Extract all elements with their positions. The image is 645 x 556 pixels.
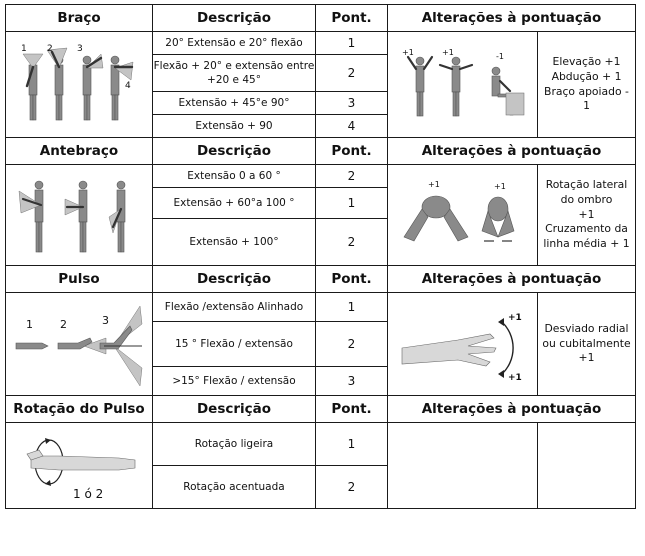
figure-label: +1 xyxy=(401,47,414,57)
arm-adjustments-figure-cell xyxy=(388,32,538,138)
arm-postures-figure xyxy=(19,40,139,130)
wrist-postures-figure-cell xyxy=(6,293,153,396)
figure-label: -1 xyxy=(495,51,504,61)
adjustments-header: Alterações à pontuação xyxy=(388,396,636,423)
head-top-view xyxy=(488,197,508,221)
description-header: Descrição xyxy=(153,266,316,293)
angle-zone xyxy=(114,346,142,386)
figure-label: 2 xyxy=(47,43,53,54)
score-cell: 2 xyxy=(316,55,388,92)
score-header: Pont. xyxy=(316,396,388,423)
body-part-header: Rotação do Pulso xyxy=(6,396,153,423)
rula-upper-limb-table xyxy=(5,4,636,509)
figure-label: 3 xyxy=(77,43,83,54)
description-header: Descrição xyxy=(153,396,316,423)
body-part-header: Antebraço xyxy=(6,138,153,165)
wrist-row-1 xyxy=(6,293,636,322)
arm-line xyxy=(460,65,472,69)
description-cell: Extensão + 90 xyxy=(153,115,316,138)
wrist-adjustments-figure xyxy=(398,304,528,384)
score-cell: 4 xyxy=(316,115,388,138)
score-cell: 2 xyxy=(316,219,388,266)
figure-label: 4 xyxy=(125,80,131,91)
adjustments-header: Alterações à pontuação xyxy=(388,138,636,165)
description-cell: Rotação ligeira xyxy=(153,423,316,466)
forearm-shape xyxy=(31,456,135,470)
forearm-postures-figure-cell xyxy=(6,165,153,266)
arm-shape xyxy=(444,209,468,241)
score-cell: 1 xyxy=(316,188,388,219)
description-cell: Flexão /extensão Alinhado xyxy=(153,293,316,322)
arm-adjustments-figure xyxy=(398,45,528,125)
description-cell: 15 ° Flexão / extensão xyxy=(153,322,316,367)
wrist-rotation-figure xyxy=(19,426,139,506)
description-cell: >15° Flexão / extensão xyxy=(153,367,316,396)
deviation-arc xyxy=(502,322,513,374)
chair xyxy=(506,93,524,115)
arrow-head xyxy=(498,318,504,326)
description-cell: 20° Extensão e 20° flexão xyxy=(153,32,316,55)
score-cell: 1 xyxy=(316,423,388,466)
description-cell: Extensão + 100° xyxy=(153,219,316,266)
figure-person xyxy=(111,56,119,120)
arm-row-1 xyxy=(6,32,636,55)
forearm-adjustments-figure-cell xyxy=(388,165,538,266)
score-cell: 1 xyxy=(316,32,388,55)
description-header: Descrição xyxy=(153,5,316,32)
arm-line xyxy=(440,65,452,69)
adjustment-line: Rotação lateral xyxy=(545,177,628,191)
arrow-head xyxy=(498,370,504,378)
adjustment-line: 1 xyxy=(583,99,590,113)
body-part-header: Braço xyxy=(6,5,153,32)
wrist-adjustments-figure-cell xyxy=(388,293,538,396)
adjustment-line: ou cubitalmente xyxy=(542,336,631,350)
score-cell: 3 xyxy=(316,92,388,115)
adjustment-line: Cruzamento da xyxy=(545,222,628,236)
arm-line xyxy=(500,81,510,91)
description-cell: Extensão + 45°e 90° xyxy=(153,92,316,115)
section-header-forearm xyxy=(6,138,636,165)
figure-label: +1 xyxy=(507,313,522,323)
score-header: Pont. xyxy=(316,266,388,293)
description-cell: Rotação acentuada xyxy=(153,466,316,509)
arm-line xyxy=(408,57,416,69)
hand-shape xyxy=(402,334,496,366)
score-cell: 2 xyxy=(316,165,388,188)
figure-person xyxy=(416,57,424,116)
forearm-postures-figure xyxy=(17,169,142,261)
description-cell: Extensão + 60°a 100 ° xyxy=(153,188,316,219)
arm-postures-figure-cell xyxy=(6,32,153,138)
figure-label: +1 xyxy=(493,182,506,191)
hand-shape xyxy=(16,343,48,349)
description-cell: Flexão + 20° e extensão entre +20 e 45° xyxy=(153,55,316,92)
hand-shape xyxy=(58,338,92,349)
score-cell: 2 xyxy=(316,466,388,509)
description-header: Descrição xyxy=(153,138,316,165)
adjustment-line: Desviado radial xyxy=(544,321,629,335)
figure-label: 1 xyxy=(21,43,27,54)
forearm-adjustments-figure xyxy=(398,175,528,255)
description-cell: Extensão 0 a 60 ° xyxy=(153,165,316,188)
adjustment-line: Elevação +1 xyxy=(552,54,621,68)
figure-label: 2 xyxy=(60,318,67,331)
arm-line xyxy=(424,57,432,69)
figure-label: 1 xyxy=(26,318,33,331)
figure-label: 3 xyxy=(102,314,109,327)
adjustment-line: Braço apoiado - xyxy=(544,84,629,98)
wrist-adjustments-text xyxy=(538,293,636,396)
arrow-head xyxy=(45,438,51,444)
adjustment-line: linha média + 1 xyxy=(543,237,630,251)
adjustment-line: +1 xyxy=(578,351,595,365)
section-header-wrist xyxy=(6,266,636,293)
adjustment-line: +1 xyxy=(578,207,595,221)
forearm-adjustments-text xyxy=(538,165,636,266)
score-cell: 3 xyxy=(316,367,388,396)
arm-adjustments-text xyxy=(538,32,636,138)
figure-person xyxy=(452,57,460,116)
section-header-wrist-rotation xyxy=(6,396,636,423)
figure-label: +1 xyxy=(507,373,522,383)
score-cell: 2 xyxy=(316,322,388,367)
forearm-row-1 xyxy=(6,165,636,188)
wrist-postures-figure xyxy=(14,298,144,390)
figure-person xyxy=(35,181,43,252)
figure-person xyxy=(79,181,87,252)
section-header-arm xyxy=(6,5,636,32)
score-header: Pont. xyxy=(316,5,388,32)
figure-label: +1 xyxy=(441,47,454,57)
rotation-row-1 xyxy=(6,423,636,466)
adjustments-header: Alterações à pontuação xyxy=(388,266,636,293)
body-part-header: Pulso xyxy=(6,266,153,293)
figure-label: 1 ó 2 xyxy=(73,486,104,501)
wrist-rotation-figure-cell xyxy=(6,423,153,509)
adjustment-line: do ombro xyxy=(560,192,613,206)
arm-shape xyxy=(404,209,428,241)
score-cell: 1 xyxy=(316,293,388,322)
score-header: Pont. xyxy=(316,138,388,165)
empty-adjustments-cell xyxy=(538,423,636,509)
adjustments-header: Alterações à pontuação xyxy=(388,5,636,32)
adjustment-line: Abdução + 1 xyxy=(551,69,622,83)
figure-label: +1 xyxy=(427,180,440,189)
empty-adjustments-cell xyxy=(388,423,538,509)
